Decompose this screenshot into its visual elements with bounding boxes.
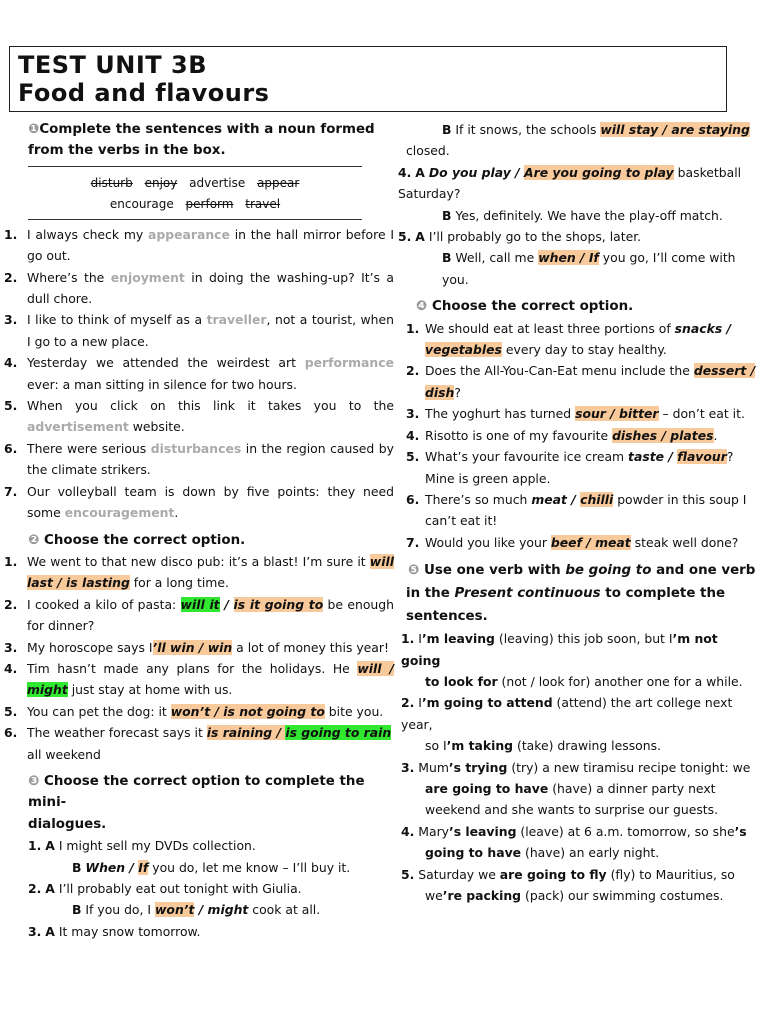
s1-item-6: 6. There were serious disturbances in the region caused by the climate strikers. — [4, 440, 394, 478]
right-column — [398, 119, 760, 906]
s5-item-3: 3. Mum’s trying (try) a new tiramisu recipe tonight: we are going to have (have) a dinner party next weekend and she wants to surprise our guests. — [401, 759, 751, 818]
correct-option: will it — [180, 596, 220, 612]
s4-item-2: 2. Does the All-You-Can-Eat menu include the dessert / dish? — [406, 363, 756, 400]
s4-item-7: 7. Would you like your beef / meat steak well done? — [406, 534, 739, 550]
left-column — [0, 119, 394, 942]
title-box — [9, 46, 727, 112]
s2-item-2: 2. I cooked a kilo of pasta: will it / is it going to be enough for dinner? — [4, 596, 394, 634]
answer: traveller — [206, 312, 267, 328]
word: travel — [245, 196, 281, 211]
highlighted-option: flavour — [677, 449, 727, 465]
s5-item-4: 4. Mary’s leaving (leave) at 6 a.m. tomorrow, so she’s going to have (have) an early night. — [401, 823, 747, 861]
answer: performance — [304, 355, 394, 371]
word: perform — [185, 196, 234, 211]
s3-dialogue-2b: B If you do, I won’t / might cook at all. — [72, 902, 321, 918]
highlighted-option: Are you going to play — [524, 164, 674, 180]
highlighted-option: won’t / is not going to — [170, 703, 325, 719]
word: advertise — [189, 175, 246, 190]
s3-dialogue-4a: 4. A Do you play / Are you going to play basketball Saturday? — [398, 164, 742, 202]
highlighted-option: beef / meat — [550, 534, 631, 550]
s3-dialogue-1a: 1. A I might sell my DVDs collection. — [28, 838, 256, 854]
s4-item-1: 1. We should eat at least three portions of snacks / vegetables every day to stay healthy. — [406, 320, 732, 358]
s2-item-1: 1. We went to that new disco pub: it’s a blast! I’m sure it will last / is lasting for a long time. — [4, 553, 394, 591]
word-box — [28, 166, 362, 220]
highlighted-option: won’t — [154, 902, 195, 918]
correct-option: might — [27, 682, 68, 698]
s1-item-4: 4. Yesterday we attended the weirdest art performance ever: a man sitting in silence for two hours. — [4, 355, 394, 392]
s1-item-3: 3. I like to think of myself as a traveller, not a tourist, when I go to a new place. — [4, 312, 394, 349]
s5-item-1: 1. I’m leaving (leaving) this job soon, but I’m not going to look for (not / look for) another one for a while. — [401, 631, 743, 689]
section-2-heading: ❷ Choose the correct option. — [28, 532, 246, 548]
section-4-heading: ❹ Choose the correct option. — [416, 299, 634, 315]
s1-item-1: 1. I always check my appearance in the hall mirror before I go out. — [4, 226, 394, 264]
s3-dialogue-3a: 3. A It may snow tomorrow. — [28, 923, 201, 939]
highlighted-option: vegetables — [425, 342, 502, 358]
s5-item-5: 5. Saturday we are going to fly (fly) to Mauritius, so we’re packing (pack) our swimming costumes. — [401, 866, 735, 903]
s2-item-3: 3. My horoscope says I’ll win / win a lot of money this year! — [4, 639, 389, 655]
s2-item-5: 5. You can pet the dog: it won’t / is not going to bite you. — [4, 703, 384, 719]
highlighted-option: dessert / dish — [425, 363, 756, 400]
highlighted-option: will stay / are staying — [600, 122, 750, 137]
word: disturb — [90, 175, 133, 190]
answer: appearance — [148, 226, 230, 242]
highlighted-option: is it going to — [233, 596, 324, 612]
number-4-icon: ❹ — [416, 299, 428, 315]
s3-dialogue-3b-cont: closed. — [406, 143, 450, 159]
answer: disturbances — [150, 440, 242, 456]
s4-item-3: 3. The yoghurt has turned sour / bitter – don’t eat it. — [406, 406, 745, 422]
highlighted-option: If — [138, 859, 149, 875]
highlighted-option: sour / bitter — [575, 406, 659, 422]
answer: advertisement — [27, 419, 129, 435]
highlighted-option: chilli — [580, 491, 614, 507]
word: appear — [257, 175, 300, 190]
s4-item-6: 6. There’s so much meat / chilli powder in this soup I can’t eat it! — [406, 491, 747, 529]
answer: encouragement — [64, 505, 175, 521]
s4-item-4: 4. Risotto is one of my favourite dishes / plates. — [406, 427, 718, 443]
s3-dialogue-5b: B Well, call me when / If you go, I’ll come with you. — [442, 250, 736, 287]
highlighted-option: dishes / plates — [612, 427, 714, 443]
s2-item-6: 6. The weather forecast says it is raining / is going to rain all weekend — [4, 725, 392, 762]
s3-dialogue-2a: 2. A I’ll probably eat out tonight with Giulia. — [28, 881, 302, 896]
s2-item-4: 4. Tim hasn’t made any plans for the holidays. He will / might just stay at home with us. — [4, 660, 395, 698]
number-2-icon: ❷ — [28, 532, 40, 548]
highlighted-option: is raining / — [206, 725, 286, 741]
s5-item-2: 2. I’m going to attend (attend) the art college next year, so I’m taking (take) drawing lessons. — [401, 695, 733, 754]
s1-item-2: 2. Where’s the enjoyment in doing the washing-up? It’s a dull chore. — [4, 269, 394, 307]
section-1-heading: ❶Complete the sentences with a noun formed from the verbs in the box. — [28, 122, 375, 159]
test-subtitle: Food and flavours — [18, 79, 270, 107]
section-5-heading: ❺ Use one verb with be going to and one verb in the Present continuous to complete the sentences. — [406, 563, 756, 625]
correct-option: is going to rain — [285, 725, 392, 741]
word: encourage — [109, 196, 174, 211]
s3-dialogue-4b: B Yes, definitely. We have the play-off match. — [442, 207, 723, 223]
s4-item-5: 5. What’s your favourite ice cream taste / flavour? Mine is green apple. — [406, 449, 734, 486]
number-1-icon: ❶ — [28, 122, 40, 137]
word: enjoy — [144, 175, 178, 190]
highlighted-option: will last / is lasting — [27, 553, 394, 591]
number-3-icon: ❸ — [28, 773, 40, 789]
answer: enjoyment — [110, 269, 185, 285]
s1-item-7: 7. Our volleyball team is down by five points: they need some encouragement. — [4, 483, 394, 521]
number-5-icon: ❺ — [408, 563, 420, 579]
s3-dialogue-1b: B When / If you do, let me know – I’ll buy it. — [72, 859, 351, 875]
highlighted-option: when / If — [538, 250, 599, 266]
word-box-row-1 — [28, 173, 362, 194]
word-box-row-2 — [28, 194, 362, 215]
section-3-heading: ❸ Choose the correct option to complete the mini- dialogues. — [28, 773, 365, 832]
highlighted-option: will / — [357, 660, 395, 676]
highlighted-option: ’ll win / win — [152, 639, 233, 655]
test-title: TEST UNIT 3B — [18, 51, 207, 79]
s3-dialogue-5a: 5. A I’ll probably go to the shops, later. — [398, 229, 642, 245]
s1-item-5: 5. When you click on this link it takes you to the advertisement website. — [4, 398, 394, 435]
s3-dialogue-3b: B If it snows, the schools will stay / are staying — [442, 122, 750, 137]
